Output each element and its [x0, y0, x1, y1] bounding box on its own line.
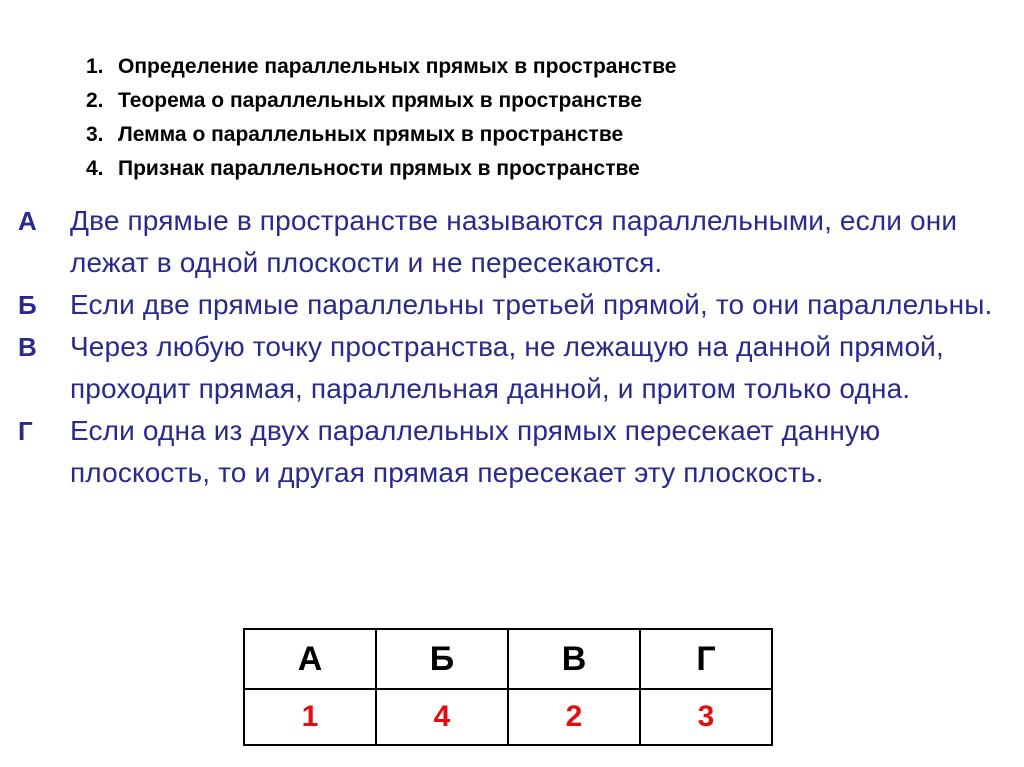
statement-text: Через любую точку пространства, не лежащую на данной прямой, проходит прямая, параллельная данной, и притом только одна.	[70, 331, 944, 404]
answer-header-cell: А	[244, 629, 376, 689]
statement-a	[18, 200, 1018, 284]
list-item	[86, 84, 676, 118]
answer-value-cell: 1	[244, 689, 376, 745]
list-item	[86, 50, 676, 84]
list-item-text: Признак параллельности прямых в пространстве	[118, 157, 640, 180]
answer-header-row	[244, 629, 772, 689]
answer-value-row	[244, 689, 772, 745]
statement-letter: В	[18, 332, 37, 362]
list-item	[86, 118, 676, 152]
list-number: 4.	[86, 157, 104, 180]
list-item-text: Определение параллельных прямых в пространстве	[118, 55, 677, 78]
list-number: 1.	[86, 55, 104, 78]
list-number: 3.	[86, 123, 104, 146]
statement-letter: Г	[18, 416, 33, 446]
answer-value-cell: 4	[376, 689, 508, 745]
list-item-text: Теорема о параллельных прямых в пространстве	[118, 89, 642, 112]
statement-g	[18, 410, 1018, 494]
list-number: 2.	[86, 89, 104, 112]
statement-text: Если одна из двух параллельных прямых пересекает данную плоскость, то и другая прямая пересекает эту плоскость.	[70, 415, 881, 488]
answer-value-cell: 2	[508, 689, 640, 745]
statements	[18, 200, 1018, 494]
statement-text: Если две прямые параллельны третьей прямой, то они параллельны.	[70, 289, 993, 320]
answer-value-cell: 3	[640, 689, 772, 745]
answer-table	[243, 628, 773, 746]
list-item	[86, 152, 676, 186]
list-item-text: Лемма о параллельных прямых в пространстве	[118, 123, 624, 146]
answer-header-cell: В	[508, 629, 640, 689]
statement-text: Две прямые в пространстве называются параллельными, если они лежат в одной плоскости и не пересекаются.	[70, 205, 958, 278]
statement-v	[18, 326, 1018, 410]
numbered-list	[86, 50, 676, 186]
statement-letter: Б	[18, 290, 37, 320]
answer-header-cell: Б	[376, 629, 508, 689]
statement-letter: А	[18, 206, 37, 236]
answer-header-cell: Г	[640, 629, 772, 689]
statement-b	[18, 284, 1018, 326]
